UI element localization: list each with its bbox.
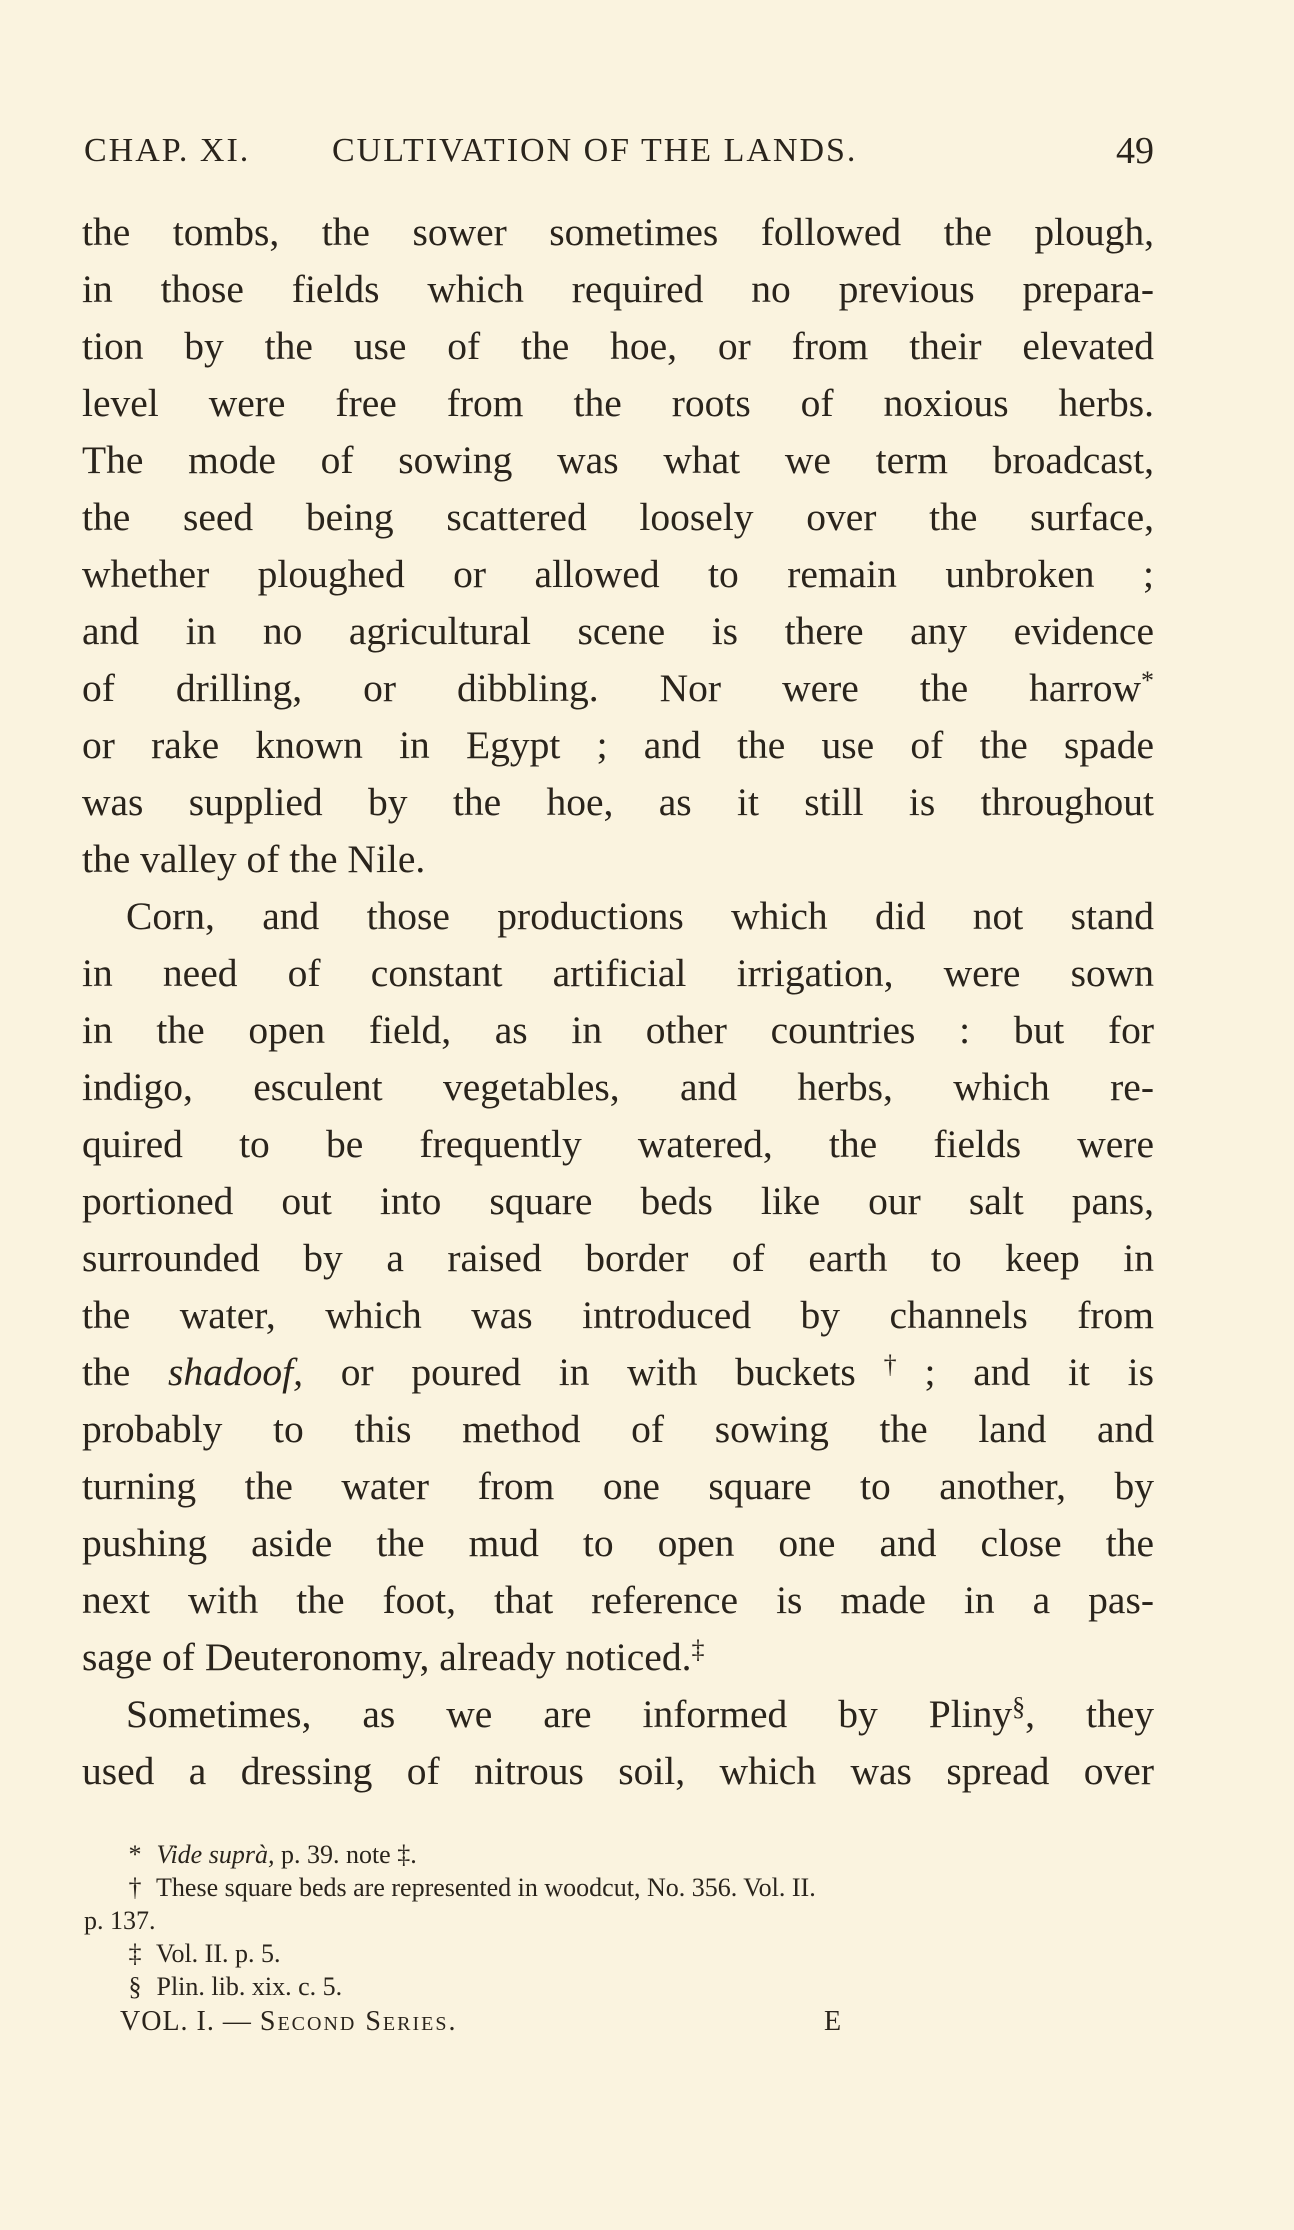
footnote-mark: * bbox=[128, 1840, 142, 1869]
text-segment: the bbox=[82, 1350, 168, 1394]
text-segment: ; and it is bbox=[924, 1350, 1154, 1394]
footnote-ref-section: § bbox=[1012, 1692, 1026, 1721]
main-text bbox=[82, 204, 1154, 1800]
footnote-continuation: p. 137. bbox=[84, 1906, 156, 1935]
footnotes bbox=[84, 1838, 1156, 2038]
text-line bbox=[82, 1344, 1154, 1401]
footnote bbox=[84, 1871, 1156, 1904]
footnote-text: Vol. II. p. 5. bbox=[156, 1939, 281, 1968]
text-line: level were free from the roots of noxious herbs. bbox=[82, 381, 1154, 425]
signature-series: Second Series. bbox=[259, 2006, 458, 2037]
text-line: or rake known in Egypt ; and the use of the spade bbox=[82, 723, 1154, 767]
text-line: portioned out into square beds like our salt pans, bbox=[82, 1179, 1154, 1223]
signature-letter: E bbox=[824, 2006, 843, 2037]
text-line: quired to be frequently watered, the fields were bbox=[82, 1122, 1154, 1166]
footnote-mark: § bbox=[128, 1972, 142, 2001]
text-line: the tombs, the sower sometimes followed the plough, bbox=[82, 210, 1154, 254]
footnote-ref-asterisk: * bbox=[1141, 666, 1154, 695]
footnote-text: Plin. lib. xix. c. 5. bbox=[156, 1972, 343, 2001]
text-line: in those fields which required no previous prepara- bbox=[82, 267, 1154, 311]
text-segment: , they bbox=[1025, 1692, 1154, 1736]
text-line: in the open field, as in other countries : but for bbox=[82, 1008, 1154, 1052]
text-line: turning the water from one square to another, by bbox=[82, 1464, 1154, 1508]
text-line bbox=[82, 660, 1154, 717]
footnote-ref-dagger: † bbox=[855, 1350, 925, 1379]
footnote-italic: Vide suprà, bbox=[156, 1840, 275, 1869]
text-line: used a dressing of nitrous soil, which was spread over bbox=[82, 1749, 1154, 1793]
footnote-ref-double-dagger: ‡ bbox=[691, 1635, 705, 1664]
footnote-text: These square beds are represented in woodcut, No. 356. Vol. II. bbox=[156, 1873, 816, 1902]
text-line: surrounded by a raised border of earth to keep in bbox=[82, 1236, 1154, 1280]
text-line: was supplied by the hoe, as it still is throughout bbox=[82, 780, 1154, 824]
text-segment: or poured in with buckets bbox=[302, 1350, 856, 1394]
running-header bbox=[84, 126, 1154, 176]
text-line: the water, which was introduced by channels from bbox=[82, 1293, 1154, 1337]
text-line bbox=[82, 1629, 1154, 1686]
text-line: probably to this method of sowing the land and bbox=[82, 1407, 1154, 1451]
text-line: pushing aside the mud to open one and close the bbox=[82, 1521, 1154, 1565]
italic-term: shadoof, bbox=[167, 1350, 303, 1394]
footnote bbox=[84, 1970, 1156, 2003]
text-line: in need of constant artificial irrigation, were sown bbox=[82, 951, 1154, 995]
text-segment: sage of Deuteronomy, already noticed. bbox=[82, 1635, 692, 1679]
signature-volume: VOL. I. — bbox=[120, 2006, 260, 2037]
text-line: indigo, esculent vegetables, and herbs, which re- bbox=[82, 1065, 1154, 1109]
page-number: 49 bbox=[1116, 130, 1154, 172]
chapter-title: CULTIVATION OF THE LANDS. bbox=[332, 132, 858, 169]
text-line: the seed being scattered loosely over the surface, bbox=[82, 495, 1154, 539]
text-line bbox=[82, 1686, 1154, 1743]
footnote bbox=[84, 1937, 1156, 1970]
text-line: the valley of the Nile. bbox=[82, 837, 426, 881]
footnote-mark: ‡ bbox=[128, 1939, 142, 1968]
text-line: The mode of sowing was what we term broadcast, bbox=[82, 438, 1154, 482]
text-line: tion by the use of the hoe, or from their elevated bbox=[82, 324, 1154, 368]
signature-line bbox=[84, 2005, 1156, 2038]
text-segment: of drilling, or dibbling. Nor were the harrow bbox=[82, 666, 1141, 710]
text-line: next with the foot, that reference is made in a pas- bbox=[82, 1578, 1154, 1622]
footnote-mark: † bbox=[128, 1873, 142, 1902]
text-segment: Sometimes, as we are informed by Pliny bbox=[126, 1692, 1013, 1736]
text-line: Corn, and those productions which did not stand bbox=[126, 894, 1154, 938]
text-line: and in no agricultural scene is there any evidence bbox=[82, 609, 1154, 653]
footnote-text: p. 39. note ‡. bbox=[274, 1840, 417, 1869]
footnote bbox=[84, 1838, 1156, 1871]
chapter-label: CHAP. XI. bbox=[84, 132, 251, 169]
text-line: whether ploughed or allowed to remain unbroken ; bbox=[82, 552, 1154, 596]
